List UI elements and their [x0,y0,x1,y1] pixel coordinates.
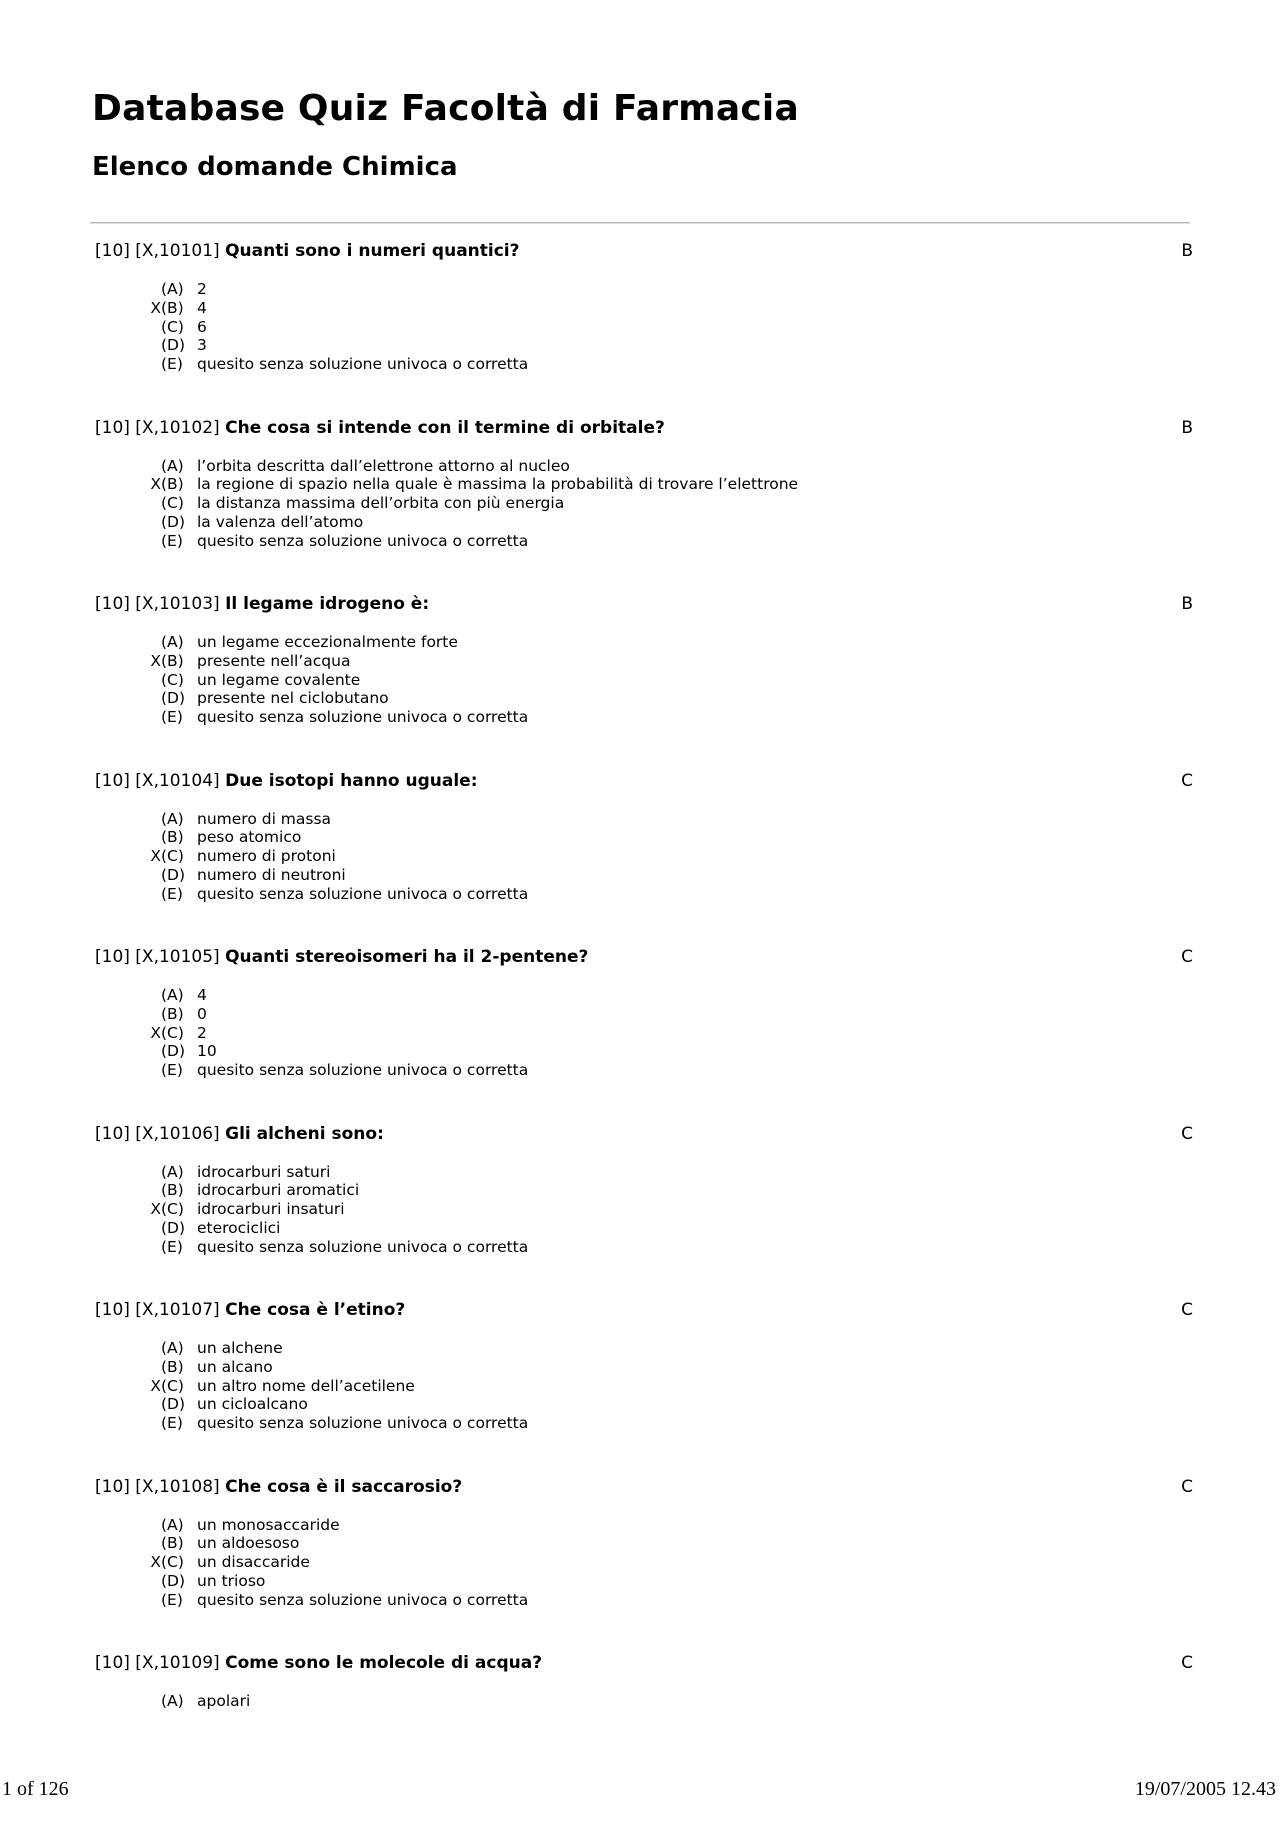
option-letter: (C) [161,847,184,866]
option-letter: (C) [161,1023,184,1042]
option-text: idrocarburi aromatici [197,1181,360,1200]
option-letter: (E) [161,1590,183,1609]
correct-answer-letter: C [1181,1123,1193,1144]
answer-options [147,986,528,1080]
option-text: 2 [197,1023,207,1042]
question-text: Gli alcheni sono: [225,1123,384,1144]
answer-option [147,336,528,355]
option-letter: (D) [161,336,186,355]
correct-answer-letter: C [1181,770,1193,791]
question-block [95,1119,1193,1296]
answer-option [147,1339,528,1358]
option-letter: (D) [161,1395,186,1414]
page-subtitle: Elenco domande Chimica [92,152,458,182]
answer-option [147,299,528,318]
question-header [95,946,588,968]
question-list [95,236,1193,1825]
answer-option [147,1591,528,1610]
option-letter: (D) [161,1218,186,1237]
option-text: numero di neutroni [197,865,346,884]
answer-options [147,633,528,727]
option-letter: (A) [161,809,184,828]
option-text: quesito senza soluzione univoca o corretta [197,1414,529,1433]
option-letter: (D) [161,865,186,884]
question-text: Che cosa si intende con il termine di orbitale? [225,417,665,438]
answer-option [147,986,528,1005]
answer-option [147,1692,250,1711]
correct-mark: X [150,651,161,670]
option-text: un disaccaride [197,1553,310,1572]
question-header [95,240,520,262]
answer-option [147,475,798,494]
option-letter: (B) [161,1534,184,1553]
correct-answer-letter: B [1181,594,1193,614]
correct-mark: X [150,1376,161,1395]
page-title: Database Quiz Facoltà di Farmacia [92,88,799,129]
correct-mark: X [150,475,161,494]
answer-options [147,810,528,904]
option-text: 6 [197,317,207,336]
option-letter: (A) [161,280,184,298]
option-text: 3 [197,336,207,355]
option-letter: (A) [161,633,184,651]
question-id: [10] [X,10107] [95,1300,220,1320]
question-block [95,1472,1193,1649]
answer-option [147,280,528,299]
answer-option [147,318,528,337]
question-block [95,766,1193,943]
option-letter: (A) [161,1339,184,1357]
answer-option [147,1005,528,1024]
option-text: la valenza dell’atomo [197,512,364,531]
option-letter: (A) [161,1162,184,1181]
answer-option [147,689,528,708]
option-letter: (B) [161,1181,184,1200]
correct-answer-letter: C [1181,1653,1193,1673]
option-letter: (C) [161,317,184,336]
correct-answer-letter: C [1181,1476,1193,1497]
answer-option [147,671,528,690]
option-text: 0 [197,1004,207,1023]
option-text: l’orbita descritta dall’elettrone attorno al nucleo [197,456,570,475]
page-indicator: 1 of 126 [2,1778,69,1800]
correct-mark: X [150,1200,161,1219]
answer-option [147,1024,528,1043]
option-letter: (B) [161,1004,184,1023]
answer-option [147,355,528,374]
question-header [95,417,665,439]
question-header [95,770,478,792]
answer-option [147,532,798,551]
question-id: [10] [X,10103] [95,594,220,614]
answer-option [147,1377,528,1396]
option-text: un alchene [197,1339,283,1357]
answer-option [147,828,528,847]
answer-option [147,1358,528,1377]
option-text: 10 [197,1042,217,1061]
answer-option [147,652,528,671]
answer-option [147,1414,528,1433]
option-text: presente nell’acqua [197,651,351,670]
answer-option [147,494,798,513]
option-text: 4 [197,986,207,1004]
correct-answer-letter: C [1181,1300,1193,1320]
answer-option [147,1395,528,1414]
answer-option [147,457,798,476]
question-block [95,589,1193,766]
option-text: un trioso [197,1571,266,1590]
question-block [95,942,1193,1119]
header-divider [90,222,1190,223]
answer-options [147,457,798,551]
option-text: idrocarburi saturi [197,1162,331,1181]
question-header [95,1299,405,1321]
correct-answer-letter: B [1181,417,1193,438]
question-header [95,1476,462,1498]
correct-answer-letter: C [1181,947,1193,967]
option-text: un altro nome dell’acetilene [197,1376,415,1395]
question-text: Quanti stereoisomeri ha il 2-pentene? [225,947,589,967]
option-text: 4 [197,298,207,317]
option-text: la distanza massima dell’orbita con più energia [197,494,565,513]
question-text: Che cosa è il saccarosio? [225,1476,463,1497]
question-block [95,413,1193,590]
option-text: 2 [197,280,207,298]
question-header [95,1123,384,1145]
question-text: Che cosa è l’etino? [225,1300,406,1320]
answer-option [147,885,528,904]
answer-option [147,1061,528,1080]
option-letter: (C) [161,1200,184,1219]
question-header [95,593,429,615]
option-text: quesito senza soluzione univoca o corretta [197,1061,529,1080]
option-letter: (B) [161,298,184,317]
option-text: un legame eccezionalmente forte [197,633,458,651]
answer-option [147,847,528,866]
option-text: un legame covalente [197,670,361,689]
answer-options [147,1339,528,1433]
answer-option [147,708,528,727]
answer-option [147,1516,528,1535]
option-letter: (E) [161,1414,183,1433]
answer-option [147,1572,528,1591]
option-letter: (B) [161,475,184,494]
question-block [95,1295,1193,1472]
option-letter: (E) [161,355,183,374]
option-letter: (C) [161,1376,184,1395]
option-text: quesito senza soluzione univoca o corretta [197,884,529,903]
option-letter: (D) [161,1571,186,1590]
question-block [95,1648,1193,1825]
correct-mark: X [150,1023,161,1042]
answer-option [147,1181,528,1200]
question-text: Il legame idrogeno è: [225,594,430,614]
question-id: [10] [X,10109] [95,1653,220,1673]
correct-mark: X [150,847,161,866]
answer-options [147,1692,250,1711]
option-text: quesito senza soluzione univoca o corretta [197,1237,529,1256]
option-text: quesito senza soluzione univoca o corretta [197,708,529,727]
question-text: Due isotopi hanno uguale: [225,770,478,791]
correct-answer-letter: B [1181,241,1193,261]
option-text: quesito senza soluzione univoca o corretta [197,531,529,550]
answer-option [147,866,528,885]
answer-option [147,1553,528,1572]
option-text: un cicloalcano [197,1395,308,1414]
option-text: presente nel ciclobutano [197,689,389,708]
option-letter: (E) [161,531,183,550]
option-letter: (C) [161,1553,184,1572]
option-letter: (C) [161,494,184,513]
question-id: [10] [X,10101] [95,241,220,261]
correct-mark: X [150,1553,161,1572]
option-letter: (D) [161,1042,186,1061]
option-letter: (B) [161,651,184,670]
option-letter: (E) [161,884,183,903]
answer-options [147,1516,528,1610]
answer-option [147,633,528,652]
answer-option [147,1219,528,1238]
correct-mark: X [150,298,161,317]
option-letter: (B) [161,828,184,847]
option-letter: (D) [161,689,186,708]
option-letter: (A) [161,456,184,475]
question-text: Quanti sono i numeri quantici? [225,241,520,261]
question-id: [10] [X,10102] [95,417,220,438]
answer-option [147,513,798,532]
option-letter: (C) [161,670,184,689]
question-block [95,236,1193,413]
option-letter: (A) [161,1515,184,1534]
question-id: [10] [X,10108] [95,1476,220,1497]
option-text: la regione di spazio nella quale è massima la probabilità di trovare l’elettrone [197,475,799,494]
option-letter: (A) [161,1692,184,1710]
question-id: [10] [X,10104] [95,770,220,791]
question-header [95,1652,542,1674]
option-letter: (A) [161,986,184,1004]
option-text: numero di protoni [197,847,336,866]
answer-option [147,1042,528,1061]
answer-option [147,1200,528,1219]
answer-option [147,1163,528,1182]
option-letter: (E) [161,708,183,727]
option-text: un monosaccaride [197,1515,340,1534]
option-text: idrocarburi insaturi [197,1200,345,1219]
answer-option [147,1534,528,1553]
option-letter: (D) [161,512,186,531]
question-id: [10] [X,10106] [95,1123,220,1144]
option-letter: (E) [161,1237,183,1256]
question-text: Come sono le molecole di acqua? [225,1653,543,1673]
answer-options [147,1163,528,1257]
option-letter: (E) [161,1061,183,1080]
option-text: peso atomico [197,828,302,847]
answer-option [147,810,528,829]
question-id: [10] [X,10105] [95,947,220,967]
option-text: quesito senza soluzione univoca o corretta [197,355,529,374]
answer-options [147,280,528,374]
option-text: un alcano [197,1357,273,1376]
option-text: un aldoesoso [197,1534,300,1553]
option-text: apolari [197,1692,251,1710]
option-text: quesito senza soluzione univoca o corretta [197,1590,529,1609]
answer-option [147,1238,528,1257]
print-timestamp: 19/07/2005 12.43 [1134,1778,1276,1800]
option-text: numero di massa [197,809,332,828]
option-letter: (B) [161,1357,184,1376]
option-text: eterociclici [197,1218,281,1237]
